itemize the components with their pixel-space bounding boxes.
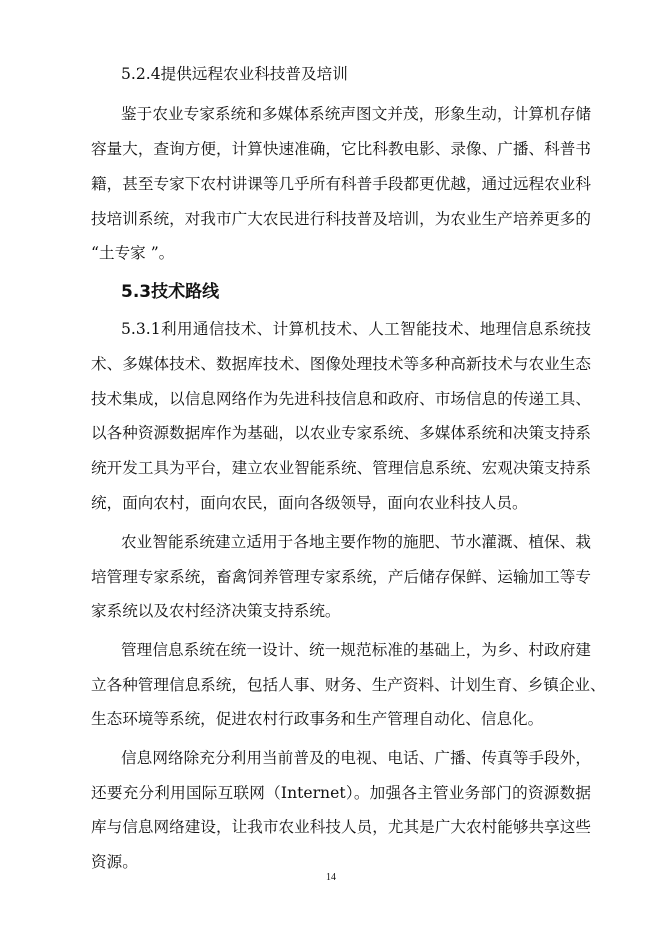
paragraph-line: 库与信息网络建设，让我市农业科技人员，尤其是广大农村能够共享这些 <box>91 818 591 836</box>
paragraph-line: 生态环境等系统，促进农村行政事务和生产管理自动化、信息化。 <box>91 710 544 728</box>
paragraph-line: “土专家 ”。 <box>91 244 175 262</box>
paragraph-line: 农业智能系统建立适用于各地主要作物的施肥、节水灌溉、植保、栽 <box>121 533 591 551</box>
paragraph-line: 鉴于农业专家系统和多媒体系统声图文并茂，形象生动，计算机存储 <box>121 105 591 123</box>
paragraph-line: 5.3.1利用通信技术、计算机技术、人工智能技术、地理信息系统技 <box>121 320 591 338</box>
section-5-3-heading: 5.3技术路线 <box>121 282 220 302</box>
paragraph-line: 资源。 <box>91 853 138 871</box>
paragraph-line: 统开发工具为平台，建立农业智能系统、管理信息系统、宏观决策支持系 <box>91 459 591 477</box>
paragraph-line: 术、多媒体技术、数据库技术、图像处理技术等多种高新技术与农业生态 <box>91 355 591 373</box>
paragraph-line: 信息网络除充分利用当前普及的电视、电话、广播、传真等手段外， <box>121 749 591 767</box>
paragraph-line: 还要充分利用国际互联网（Internet）。加强各主管业务部门的资源数据 <box>91 784 591 802</box>
paragraph-line: 技术集成，以信息网络作为先进科技信息和政府、市场信息的传递工具、 <box>91 390 591 408</box>
paragraph-line: 培管理专家系统，畜禽饲养管理专家系统，产后储存保鲜、运输加工等专 <box>91 568 591 586</box>
page-number: 14 <box>326 872 336 883</box>
paragraph-line: 以各种资源数据库作为基础，以农业专家系统、多媒体系统和决策支持系 <box>91 424 591 442</box>
paragraph-line: 立各种管理信息系统，包括人事、财务、生产资料、计划生育、乡镇企业、 <box>91 676 606 694</box>
section-5-2-4-heading: 5.2.4提供远程农业科技普及培训 <box>121 65 348 83</box>
paragraph-line: 统，面向农村，面向农民，面向各级领导，面向农业科技人员。 <box>91 494 528 512</box>
paragraph-line: 技培训系统，对我市广大农民进行科技普及培训，为农业生产培养更多的 <box>91 210 591 228</box>
paragraph-line: 管理信息系统在统一设计、统一规范标准的基础上，为乡、村政府建 <box>121 641 591 659</box>
paragraph-line: 容量大，查询方便，计算快速准确，它比科教电影、录像、广播、科普书 <box>91 140 591 158</box>
paragraph-line: 籍，甚至专家下农村讲课等几乎所有科普手段都更优越，通过远程农业科 <box>91 175 591 193</box>
paragraph-line: 家系统以及农村经济决策支持系统。 <box>91 602 341 620</box>
